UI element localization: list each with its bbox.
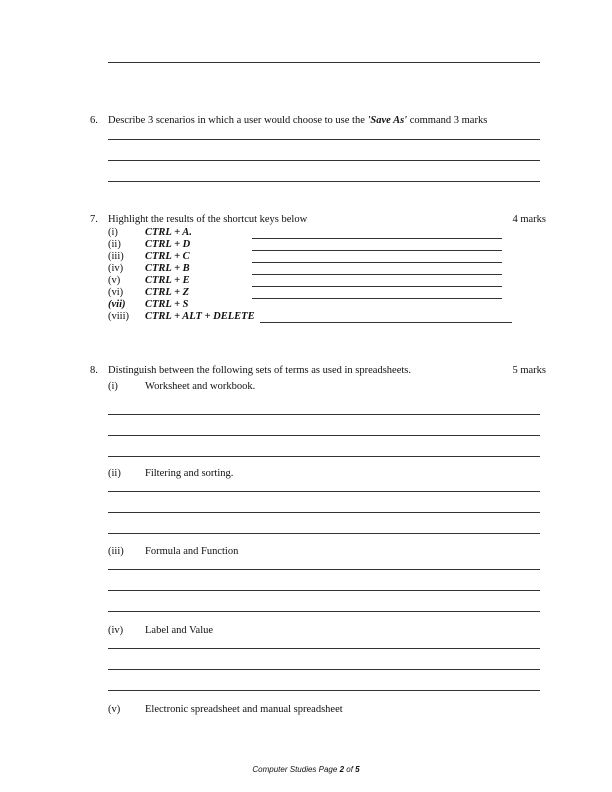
- shortcut-key: CTRL + Z: [145, 287, 190, 298]
- shortcut-key: CTRL + S: [145, 299, 189, 310]
- answer-line: [108, 690, 540, 691]
- part-roman: (iv): [108, 625, 124, 636]
- q8-text: Distinguish between the following sets of terms as used in spreadsheets.: [108, 365, 411, 376]
- answer-line: [108, 512, 540, 513]
- q6-text-end: command 3 marks: [407, 115, 488, 126]
- answer-line: [252, 274, 502, 275]
- answer-line: [108, 611, 540, 612]
- answer-line: [108, 590, 540, 591]
- answer-line: [108, 569, 540, 570]
- q8-marks: 5 marks: [512, 365, 546, 376]
- answer-line: [108, 139, 540, 140]
- item-roman: (vii): [108, 299, 126, 310]
- answer-line: [108, 160, 540, 161]
- item-roman: (vi): [108, 287, 124, 298]
- part-text: Label and Value: [145, 625, 214, 636]
- answer-line: [108, 435, 540, 436]
- footer-page-total: 5: [355, 765, 360, 774]
- q7-marks: 4 marks: [512, 214, 546, 225]
- part-text: Electronic spreadsheet and manual spreadsheet: [145, 704, 343, 715]
- part-text: Filtering and sorting.: [145, 468, 234, 479]
- part-roman: (iii): [108, 546, 124, 557]
- shortcut-key: CTRL + A.: [145, 227, 192, 238]
- answer-line: [108, 491, 540, 492]
- answer-line: [252, 298, 502, 299]
- answer-line: [252, 250, 502, 251]
- answer-line: [260, 322, 512, 323]
- answer-line: [108, 62, 540, 63]
- q8-number: 8.: [90, 365, 98, 376]
- part-roman: (ii): [108, 468, 121, 479]
- item-roman: (v): [108, 275, 121, 286]
- q7-text: Highlight the results of the shortcut keys below: [108, 214, 308, 225]
- answer-line: [108, 533, 540, 534]
- part-text: Formula and Function: [145, 546, 239, 557]
- footer-of: of: [344, 765, 356, 774]
- q6-number: 6.: [90, 115, 98, 126]
- shortcut-key: CTRL + E: [145, 275, 190, 286]
- item-roman: (viii): [108, 311, 129, 322]
- answer-line: [108, 181, 540, 182]
- part-text: Worksheet and workbook.: [145, 381, 256, 392]
- q6-text-start: Describe 3 scenarios in which a user would choose to use the: [108, 115, 368, 126]
- item-roman: (iii): [108, 251, 124, 262]
- footer-prefix: Computer Studies Page: [252, 765, 340, 774]
- part-roman: (i): [108, 381, 118, 392]
- answer-line: [252, 262, 502, 263]
- shortcut-key: CTRL + D: [145, 239, 191, 250]
- q6-save-as-emphasis: 'Save As': [367, 115, 408, 126]
- page-footer: [0, 765, 612, 774]
- item-roman: (ii): [108, 239, 121, 250]
- q7-number: 7.: [90, 214, 98, 225]
- answer-line: [108, 456, 540, 457]
- shortcut-key: CTRL + ALT + DELETE: [145, 311, 255, 322]
- part-roman: (v): [108, 704, 121, 715]
- item-roman: (i): [108, 227, 118, 238]
- shortcut-key: CTRL + C: [145, 251, 190, 262]
- answer-line: [252, 286, 502, 287]
- shortcut-key: CTRL + B: [145, 263, 190, 274]
- q6-text: [108, 115, 487, 126]
- answer-line: [108, 648, 540, 649]
- answer-line: [252, 238, 502, 239]
- item-roman: (iv): [108, 263, 124, 274]
- answer-line: [108, 669, 540, 670]
- footer-page-number: 2: [339, 765, 345, 774]
- answer-line: [108, 414, 540, 415]
